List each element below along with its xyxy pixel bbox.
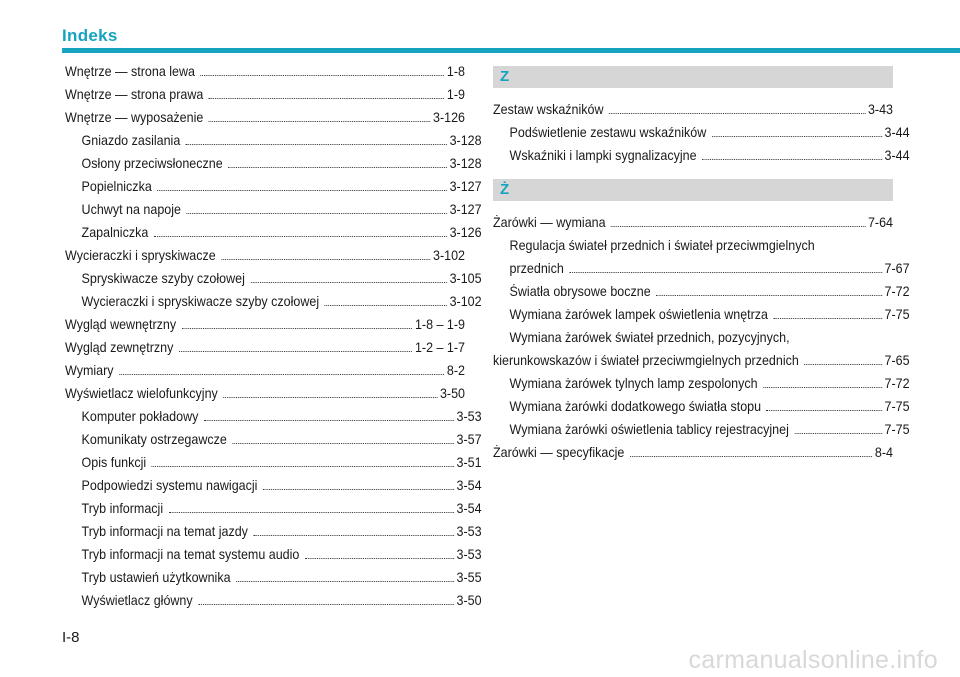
dot-leader [209,98,444,99]
index-entry [493,395,910,418]
index-entry [65,336,465,359]
section-header-z [493,66,893,88]
index-entry [493,211,893,234]
index-entry-label-line1: Regulacja świateł przednich i świateł przeciwmgielnych [509,238,815,253]
index-entry [493,234,910,280]
index-entry-label: Wyświetlacz wielofunkcyjny [65,386,218,401]
section-z-entries [493,98,910,167]
index-entry-label: Uchwyt na napoje [81,202,181,217]
dot-leader [263,489,454,490]
index-entry-label: Tryb informacji na temat jazdy [81,524,248,539]
index-entry-page: 3-53 [456,547,482,562]
index-entry-page: 3-57 [456,432,482,447]
index-entry-page: 3-53 [456,524,482,539]
section-z-dot-entries [493,211,910,464]
watermark: carmanualsonline.info [688,646,938,674]
dot-leader [794,433,881,434]
index-entry [493,303,910,326]
index-entry-label: Tryb ustawień użytkownika [81,570,231,585]
dot-leader [656,295,882,296]
dot-leader [186,144,447,145]
index-entry-page: 1-8 [446,64,466,79]
index-entry-page: 7-72 [884,376,910,391]
section-header-z-dot [493,179,893,201]
index-entry [65,382,465,405]
index-entry-label: Wymiana żarówki oświetlenia tablicy rejestracyjnej [509,422,789,437]
dot-leader [169,512,454,513]
index-entry [65,589,482,612]
dot-leader [179,351,412,352]
dot-leader [712,136,882,137]
index-entry [65,290,482,313]
page-title: Indeks [62,26,118,45]
dot-leader [236,581,454,582]
index-entry-label: Wymiana żarówki dodatkowego światła stopu [509,399,762,414]
index-entry [65,60,465,83]
index-entry [493,121,910,144]
dot-leader [221,259,430,260]
index-entry-page: 3-50 [439,386,466,401]
index-entry [65,106,465,129]
index-entry-label: Wymiana żarówek tylnych lamp zespolonych [509,376,758,391]
index-entry-label: Wskaźniki i lampki sygnalizacyjne [509,148,697,163]
index-entry [65,129,482,152]
dot-leader [774,318,882,319]
index-entry [65,267,482,290]
index-entry [65,520,482,543]
index-entry [65,313,465,336]
index-entry-page: 3-54 [456,501,482,516]
index-entry [65,543,482,566]
dot-leader [152,466,454,467]
index-entry-page: 3-50 [456,593,482,608]
index-entry-page: 1-9 [446,87,466,102]
index-entry [65,428,482,451]
index-entry [65,244,465,267]
index-entry-page: 7-75 [884,307,910,322]
index-entry-page: 8-4 [874,445,894,460]
index-entry-label: Tryb informacji [81,501,164,516]
index-entry-page: 3-53 [456,409,482,424]
dot-leader [630,456,872,457]
index-entry-label: przednich [509,261,564,276]
index-entry-page: 3-126 [449,225,482,240]
index-entry-label: Wycieraczki i spryskiwacze [65,248,216,263]
dot-leader [119,374,444,375]
dot-leader [804,364,881,365]
index-entry [65,175,482,198]
section-letter: Z [500,68,510,85]
index-entry [65,198,482,221]
index-entry-page: 7-75 [884,399,910,414]
header-divider [62,48,960,53]
index-entry-page: 3-127 [449,179,482,194]
index-entry-label: Wnętrze — wyposażenie [65,110,204,125]
index-entry-page: 3-126 [433,110,466,125]
dot-leader [232,443,453,444]
dot-leader [763,387,882,388]
index-entry-label: Żarówki — wymiana [493,215,606,230]
index-entry-label: Wygląd wewnętrzny [65,317,177,332]
index-entry [65,566,482,589]
index-entry-label: Wygląd zewnętrzny [65,340,174,355]
index-entry-label: Wnętrze — strona prawa [65,87,204,102]
index-entry [65,221,482,244]
index-entry-page: 3-55 [456,570,482,585]
dot-leader [204,420,454,421]
index-entry-page: 3-54 [456,478,482,493]
index-entry-label: Zapalniczka [81,225,149,240]
index-entry-label: Wymiary [65,363,114,378]
dot-leader [611,226,865,227]
index-entry-page: 3-44 [884,125,910,140]
dot-leader [154,236,447,237]
index-entry [493,144,910,167]
index-entry [65,451,482,474]
index-entry-label: Opis funkcji [81,455,147,470]
index-entry-label: Tryb informacji na temat systemu audio [81,547,300,562]
section-letter: Ż [500,181,510,198]
index-entry [65,83,465,106]
index-entry-page: 7-64 [867,215,894,230]
index-entry-page: 7-72 [884,284,910,299]
dot-leader [186,213,446,214]
index-column-left [65,60,482,612]
page-number: I-8 [62,629,80,646]
dot-leader [702,159,882,160]
dot-leader [157,190,447,191]
index-entry-label: Wyświetlacz główny [81,593,193,608]
index-entry-label: Spryskiwacze szyby czołowej [81,271,245,286]
index-entry-page: 3-43 [867,102,894,117]
index-entry-label-line1: Wymiana żarówek świateł przednich, pozycyjnych, [509,330,790,345]
index-entry-page: 3-44 [884,148,910,163]
dot-leader [228,167,447,168]
index-entry [493,418,910,441]
index-entry [65,359,465,382]
dot-leader [209,121,430,122]
index-entry-page: 3-127 [449,202,482,217]
dot-leader [182,328,413,329]
index-entry-page: 7-67 [884,261,910,276]
index-entry-page: 1-2 – 1-7 [414,340,466,355]
dot-leader [325,305,447,306]
dot-leader [609,113,865,114]
index-entry-label: kierunkowskazów i świateł przeciwmgielnych przednich [493,353,799,368]
index-entry-page: 3-51 [456,455,482,470]
index-entry-label: Wnętrze — strona lewa [65,64,195,79]
index-entry [493,326,910,372]
index-entry-label: Komputer pokładowy [81,409,199,424]
dot-leader [569,272,881,273]
index-entry [493,280,910,303]
index-entry-page: 8-2 [446,363,466,378]
index-entry-label: Wycieraczki i spryskiwacze szyby czołowej [81,294,320,309]
index-entry [493,372,910,395]
index-entry-label: Podświetlenie zestawu wskaźników [509,125,707,140]
dot-leader [198,604,454,605]
index-entry-label: Komunikaty ostrzegawcze [81,432,227,447]
index-entry-page: 3-128 [449,156,482,171]
index-entry [65,152,482,175]
index-entry [65,474,482,497]
index-entry-label: Gniazdo zasilania [81,133,181,148]
index-entry-page: 3-128 [449,133,482,148]
index-entry-page: 3-105 [449,271,482,286]
dot-leader [767,410,882,411]
index-entry-page: 7-65 [884,353,910,368]
index-entry [493,441,893,464]
index-entry-label: Żarówki — specyfikacje [493,445,625,460]
index-entry [65,405,482,428]
index-entry-page: 1-8 – 1-9 [414,317,466,332]
index-column-right [493,62,910,464]
dot-leader [200,75,444,76]
index-entry [65,497,482,520]
index-entry-label: Światła obrysowe boczne [509,284,651,299]
index-entry-label: Wymiana żarówek lampek oświetlenia wnętrza [509,307,769,322]
dot-leader [250,282,446,283]
index-entry-label: Popielniczka [81,179,152,194]
dot-leader [253,535,453,536]
index-entry-page: 3-102 [449,294,482,309]
index-entry-page: 3-102 [433,248,466,263]
index-entry-label: Zestaw wskaźników [493,102,604,117]
index-entry-label: Osłony przeciwsłoneczne [81,156,223,171]
index-entry-label: Podpowiedzi systemu nawigacji [81,478,258,493]
index-entry [493,98,893,121]
dot-leader [305,558,454,559]
index-entry-page: 7-75 [884,422,910,437]
dot-leader [223,397,437,398]
